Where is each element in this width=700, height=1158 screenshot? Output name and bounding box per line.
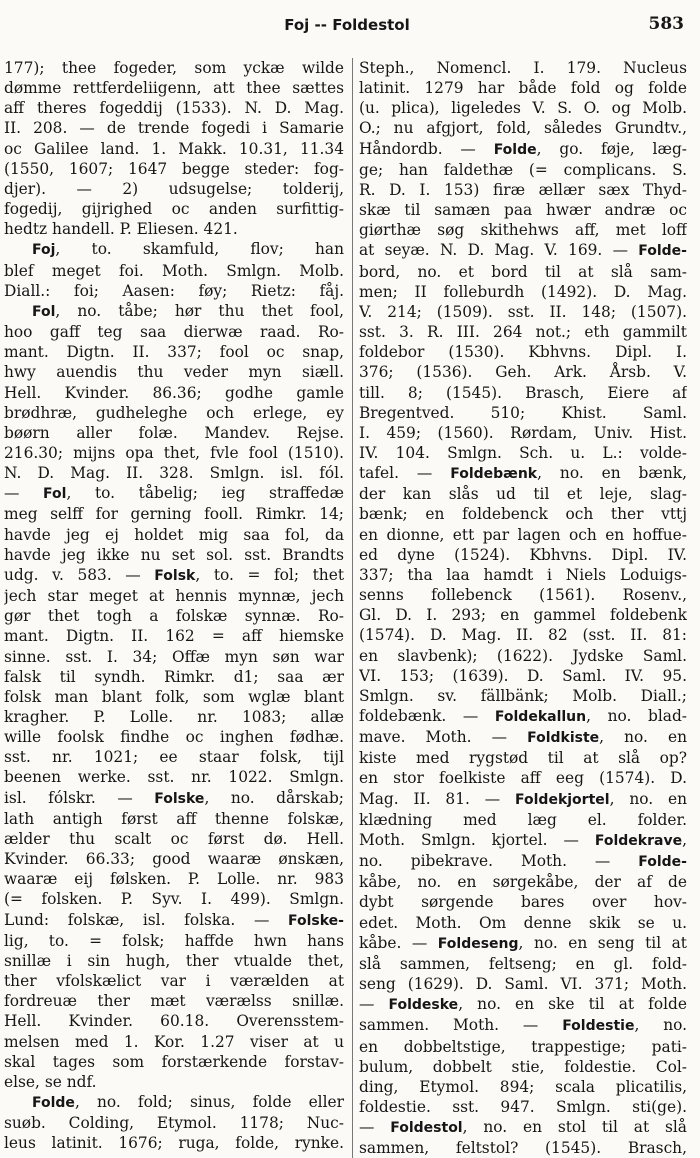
text-line: brødhræ, gudheleghe och erlege, ey bbox=[4, 403, 344, 422]
text-line: kiste med rygstød til at slå op? bbox=[359, 749, 687, 768]
text-line: VI. 153; (1639). D. Saml. IV. 95. bbox=[359, 666, 687, 685]
text-line: Smlgn. sv. fällbänk; Molb. Diall.; bbox=[359, 686, 687, 705]
text-line: fordreuæ ther mæt værælss snillæ. bbox=[4, 992, 344, 1011]
text-line: N. D. Mag. II. 328. Smlgn. isl. fól. bbox=[4, 464, 344, 483]
text-line: sammen. Moth. — Foldestie, no. bbox=[359, 1016, 687, 1035]
text-line: sst. 3. R. III. 264 not.; eth gammilt bbox=[359, 323, 687, 342]
text-line: sinne. sst. I. 34; Offæ myn søn war bbox=[4, 647, 344, 666]
text-line: kåbe. — Foldeseng, no. en seng til at bbox=[359, 933, 687, 952]
text-line: dømme rettferdeliigenn, att thee sættes bbox=[4, 79, 344, 98]
text-line: oc Galilee land. 1. Makk. 10.31, 11.34 bbox=[4, 139, 344, 158]
text-line: O.; nu afgjort, fold, således Grundtv., bbox=[359, 119, 687, 138]
text-line: leus latinit. 1676; ruga, folde, rynke. bbox=[4, 1134, 344, 1153]
text-line: klædning med læg el. folder. bbox=[359, 810, 687, 829]
text-line: foldebor (1530). Kbhvns. Dipl. I. bbox=[359, 343, 687, 362]
text-line: mave. Moth. — Foldkiste, no. en bbox=[359, 728, 687, 747]
text-line: ed dyne (1524). Kbhvns. Dipl. IV. bbox=[359, 545, 687, 564]
text-line: Hell. Kvinder. 86.36; godhe gamle bbox=[4, 383, 344, 402]
text-line: IV. 104. Smlgn. Sch. u. L.: volde- bbox=[359, 443, 687, 462]
text-line: Folde, no. fold; sinus, folde eller bbox=[32, 1092, 344, 1111]
text-line: falsk til syndh. Rimkr. d1; saa ær bbox=[4, 667, 344, 686]
page-header bbox=[4, 14, 690, 58]
text-line: der kan slås ud til et leje, slag- bbox=[359, 485, 687, 504]
text-line: en slavbenk); (1622). Jydske Saml. bbox=[359, 646, 687, 665]
text-line: havde jeg ej holdet mig saa fol, da bbox=[4, 525, 344, 544]
page-number: 583 bbox=[648, 14, 684, 34]
text-line: R. D. I. 153) firæ ællær sæx Thyd- bbox=[359, 180, 687, 199]
text-line: Fol, no. tåbe; hør thu thet fool, bbox=[32, 301, 344, 320]
text-line: 337; tha laa hamdt i Niels Loduigs- bbox=[359, 565, 687, 584]
text-line: fogedij, gijrighed oc anden surfittig- bbox=[4, 200, 344, 219]
text-line: — Foldeske, no. en ske til at folde bbox=[359, 995, 687, 1014]
text-line: skal tages som forstærkende forstav- bbox=[4, 1052, 344, 1071]
text-line: tafel. — Foldebænk, no. en bænk, bbox=[359, 464, 687, 483]
text-line: (= folsken. P. Syv. I. 499). Smlgn. bbox=[4, 890, 344, 909]
text-line: 177); thee fogeder, som yckæ wilde bbox=[4, 59, 344, 77]
text-line: bøørn aller folæ. Mandev. Rejse. bbox=[4, 423, 344, 442]
text-line: jech star meget at hennis mynnæ, jech bbox=[4, 587, 344, 606]
text-line: havde jeg ikke nu set sol. sst. Brandts bbox=[4, 545, 344, 564]
text-line: snillæ i sin hugh, ther vtualde thet, bbox=[4, 951, 344, 970]
text-line: giørthæ søg skithehws aff, met loff bbox=[359, 221, 687, 240]
text-line: (1574). D. Mag. II. 82 (sst. II. 81: bbox=[359, 626, 687, 645]
text-line: hwy auendis thu veder myn siæll. bbox=[4, 363, 344, 382]
right-column bbox=[352, 58, 687, 1158]
text-line: skæ til samæn paa hwær andræ oc bbox=[359, 201, 687, 220]
text-line: Mag. II. 81. — Foldekjortel, no. en bbox=[359, 789, 687, 808]
text-line: Håndordb. — Folde, go. føje, læg- bbox=[359, 139, 687, 158]
text-line: hedtz handell. P. Eliesen. 421. bbox=[4, 220, 238, 239]
text-line: II. 208. — de trende fogedi i Samarie bbox=[4, 119, 344, 138]
text-line: at seyæ. N. D. Mag. V. 169. — Folde- bbox=[359, 241, 687, 260]
text-line: edet. Moth. Om denne skik se u. bbox=[359, 913, 687, 932]
text-line: isl. fólskr. — Folske, no. dårskab; bbox=[4, 788, 344, 807]
text-line: meg selff for gerning fooll. Rimkr. 14; bbox=[4, 505, 344, 524]
text-line: udg. v. 583. — Folsk, to. = fol; thet bbox=[4, 565, 344, 584]
text-line: en stor foelkiste aff eeg (1574). D. bbox=[359, 769, 687, 788]
text-line: bulum, dobbelt stie, foldestie. Col- bbox=[359, 1057, 687, 1076]
text-line: djer). — 2) udsugelse; tolderij, bbox=[4, 179, 344, 198]
text-line: sst. nr. 1021; ee staar folsk, tijl bbox=[4, 748, 344, 767]
text-line: ding, Etymol. 894; scala plicatilis, bbox=[359, 1077, 687, 1096]
text-line: lath antigh først aff thenne folskæ, bbox=[4, 809, 344, 828]
text-line: mant. Digtn. II. 162 = aff hiemske bbox=[4, 627, 344, 646]
text-line: bænk; en foldebenck och ther vttj bbox=[359, 505, 687, 524]
text-line: Gl. D. I. 293; en gammel foldebenk bbox=[359, 606, 687, 625]
text-line: Diall.: foi; Aasen: føy; Rietz: fåj. bbox=[4, 281, 344, 300]
text-line: mant. Digtn. II. 337; fool oc snap, bbox=[4, 343, 344, 362]
running-title: Foj -- Foldestol bbox=[284, 16, 410, 34]
text-line: kragher. P. Lolle. nr. 1083; allæ bbox=[4, 708, 344, 726]
text-line: — Foldestol, no. en stol til at slå bbox=[359, 1118, 687, 1137]
text-line: senns follebenck (1561). Rosenv., bbox=[359, 586, 687, 605]
text-line: en dobbeltstige, trappestige; pati- bbox=[359, 1037, 687, 1056]
text-line: waaræ eij følsken. P. Lolle. nr. 983 bbox=[4, 870, 344, 889]
text-line: else, se ndf. bbox=[4, 1072, 97, 1091]
text-line: ælder thu scalt oc først dø. Hell. bbox=[4, 829, 344, 848]
text-line: wille foolsk findhe oc inghen fødhæ. bbox=[4, 728, 344, 747]
text-line: folsk man blant folk, som wglæ blant bbox=[4, 687, 344, 706]
text-line: lig, to. = folsk; haffde hwn hans bbox=[4, 931, 344, 950]
text-line: (1550, 1607; 1647 begge steder: fog- bbox=[4, 159, 344, 178]
text-line: suøb. Colding, Etymol. 1178; Nuc- bbox=[4, 1114, 344, 1133]
text-line: kåbe, no. en sørgekåbe, der af de bbox=[359, 873, 687, 892]
text-line: no. pibekrave. Moth. — Folde- bbox=[359, 852, 687, 871]
text-line: beenen werke. sst. nr. 1022. Smlgn. bbox=[4, 768, 344, 787]
text-line: gør thet togh a folskæ synnæ. Ro- bbox=[4, 607, 344, 626]
text-line: Hell. Kvinder. 60.18. Overensstem- bbox=[4, 1012, 344, 1031]
text-line: seng (1629). D. Saml. VI. 371; Moth. bbox=[359, 975, 687, 994]
text-line: aff theres fogeddij (1533). N. D. Mag. bbox=[4, 99, 344, 118]
text-line: ther vfolskælict var i værælden at bbox=[4, 972, 344, 991]
text-line: Bregentved. 510; Khist. Saml. bbox=[359, 403, 687, 422]
text-line: 216.30; mijns opa thet, fvle fool (1510). bbox=[4, 443, 344, 462]
text-line: 376; (1536). Geh. Ark. Årsb. V. bbox=[359, 363, 687, 382]
text-line: till. 8; (1545). Brasch, Eiere af bbox=[359, 383, 687, 402]
text-line: V. 214; (1509). sst. II. 148; (1507). bbox=[359, 302, 687, 321]
text-line: hoo gaff teg saa dierwæ raad. Ro- bbox=[4, 323, 344, 342]
text-line: foldebænk. — Foldekallun, no. blad- bbox=[359, 707, 687, 725]
text-line: I. 459; (1560). Rørdam, Univ. Hist. bbox=[359, 423, 687, 442]
text-line: latinit. 1279 har både fold og folde bbox=[359, 79, 687, 98]
text-line: ge; han faldethæ (= complicans. S. bbox=[359, 160, 687, 179]
text-line: Kvinder. 66.33; good waaræ ønskæn, bbox=[4, 850, 344, 869]
text-line: Steph., Nomencl. I. 179. Nucleus bbox=[359, 59, 687, 77]
text-columns bbox=[4, 58, 690, 1158]
text-line: foldestie. sst. 947. Smlgn. sti(ge). bbox=[359, 1097, 687, 1116]
text-line: — Fol, to. tåbelig; ieg straffedæ bbox=[4, 484, 344, 503]
text-line: en dionne, ett par lagen och en hoffue- bbox=[359, 525, 687, 544]
text-line: bord, no. et bord til at slå sam- bbox=[359, 262, 687, 281]
text-line: blef meget foi. Moth. Smlgn. Molb. bbox=[4, 261, 344, 280]
text-line: Lund: folskæ, isl. folska. — Folske- bbox=[4, 910, 344, 929]
text-line: melsen med 1. Kor. 1.27 viser at u bbox=[4, 1032, 344, 1051]
text-line: sammen, feltstol? (1545). Brasch, bbox=[359, 1139, 687, 1158]
text-line: (u. plica), ligeledes V. S. O. og Molb. bbox=[359, 99, 687, 118]
text-line: men; II folleburdh (1492). D. Mag. bbox=[359, 282, 687, 301]
text-line: Moth. Smlgn. kjortel. — Foldekrave, bbox=[359, 830, 687, 849]
text-line: slå sammen, feltseng; en gl. fold- bbox=[359, 954, 687, 973]
text-line: dybt sørgende bares over hov- bbox=[359, 893, 687, 912]
left-column bbox=[4, 58, 344, 1158]
text-line: Foj, to. skamfuld, flov; han bbox=[32, 240, 344, 259]
